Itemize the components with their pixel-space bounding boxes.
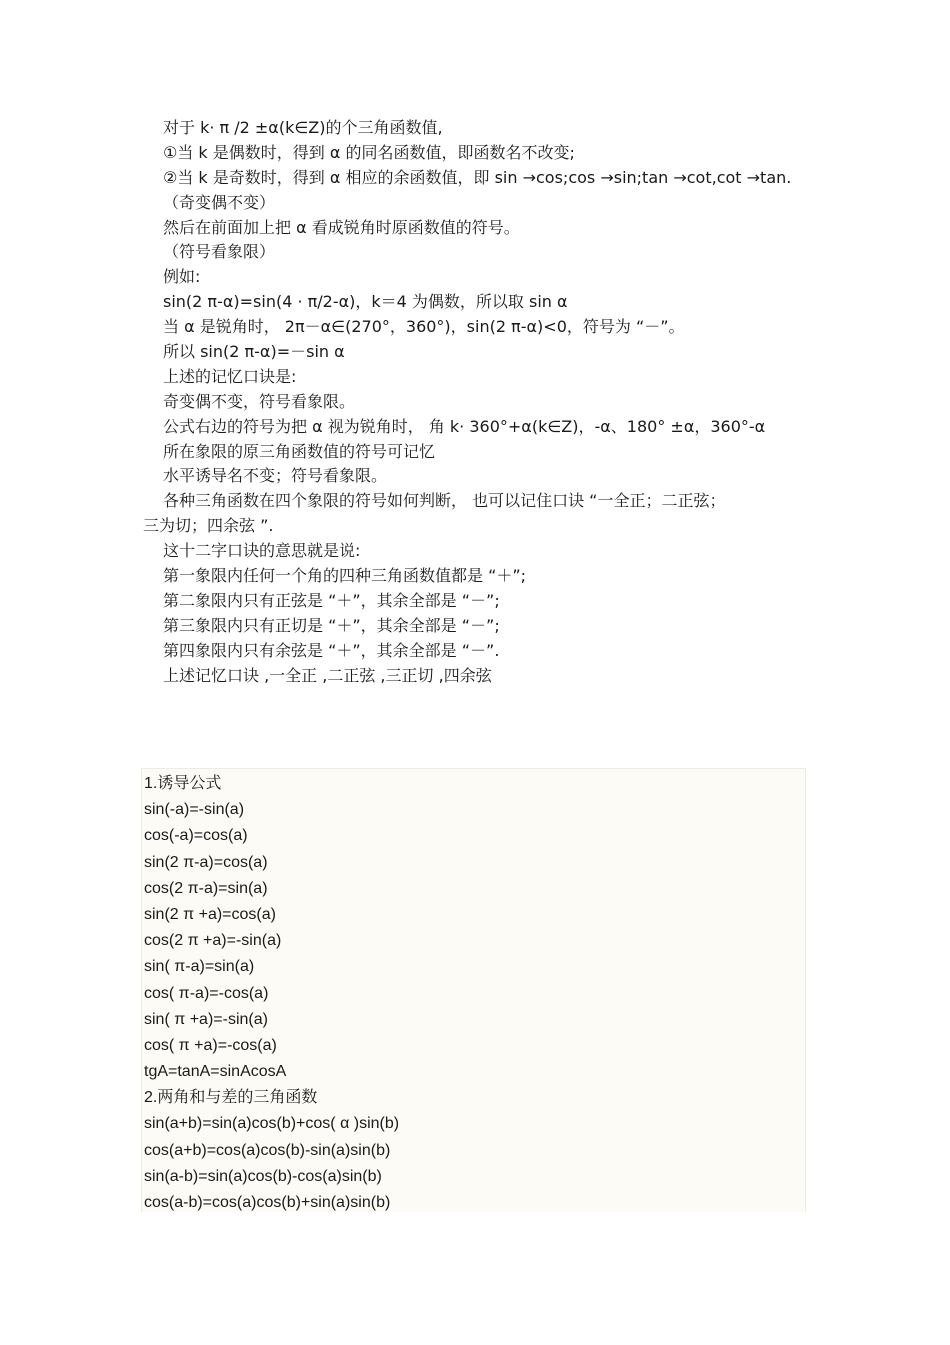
text-line: 各种三角函数在四个象限的符号如何判断， 也可以记住口诀 “一全正；二正弦；	[163, 491, 726, 511]
formula-line: sin(a-b)=sin(a)cos(b)-cos(a)sin(b)	[144, 1167, 382, 1185]
formula-box	[141, 768, 806, 1212]
formula-line: tgA=tanA=sinAcosA	[144, 1063, 287, 1081]
text-line: ②当 k 是奇数时，得到 α 相应的余函数值，即 sin →cos;cos →sin;tan →cot,cot →tan.	[163, 167, 792, 187]
formula-line: cos( π-a)=-cos(a)	[144, 984, 269, 1002]
text-line: （符号看象限）	[163, 242, 276, 262]
text-line: 第四象限内只有余弦是 “＋”，其余全部是 “－”.	[163, 640, 500, 660]
formula-line: cos(2 π-a)=sin(a)	[144, 879, 268, 897]
formula-line: cos( π +a)=-cos(a)	[144, 1036, 277, 1054]
formula-section-heading: 1.诱导公式	[144, 775, 222, 792]
text-line: ①当 k 是偶数时，得到 α 的同名函数值，即函数名不改变;	[163, 142, 575, 162]
text-line: 奇变偶不变，符号看象限。	[163, 391, 356, 411]
formula-line: cos(-a)=cos(a)	[144, 827, 248, 845]
text-line: 水平诱导名不变；符号看象限。	[163, 466, 388, 486]
formula-line: cos(a-b)=cos(a)cos(b)+sin(a)sin(b)	[144, 1194, 391, 1211]
text-line: （奇变偶不变）	[163, 192, 276, 212]
text-line: 上述记忆口诀 ,一全正 ,二正弦 ,三正切 ,四余弦	[163, 665, 492, 685]
text-line: 所以 sin(2 π-α)=－sin α	[163, 342, 345, 362]
text-line: 例如:	[163, 267, 201, 287]
formula-line: cos(a+b)=cos(a)cos(b)-sin(a)sin(b)	[144, 1141, 391, 1159]
text-line: 这十二字口诀的意思就是说:	[163, 541, 361, 561]
mnemonic-text-section	[143, 116, 903, 688]
formula-line: sin(a+b)=sin(a)cos(b)+cos( α )sin(b)	[144, 1115, 400, 1133]
text-line: sin(2 π-α)=sin(4 · π/2-α)，k＝4 为偶数，所以取 sin α	[163, 292, 568, 312]
formula-line: cos(2 π +a)=-sin(a)	[144, 932, 282, 950]
text-line: 上述的记忆口诀是:	[163, 366, 297, 386]
text-line: 公式右边的符号为把 α 视为锐角时， 角 k· 360°+α(k∈Z)，-α、180° ±α，360°-α	[163, 416, 766, 436]
text-line: 第三象限内只有正切是 “＋”，其余全部是 “－”;	[163, 615, 500, 635]
formula-line: sin( π-a)=sin(a)	[144, 958, 255, 976]
text-line: 三为切；四余弦 ”.	[143, 516, 274, 536]
text-line: 第一象限内任何一个角的四种三角函数值都是 “＋”;	[163, 566, 527, 586]
formula-line: sin(-a)=-sin(a)	[144, 801, 245, 819]
text-line: 第二象限内只有正弦是 “＋”，其余全部是 “－”;	[163, 590, 500, 610]
formula-line: sin(2 π-a)=cos(a)	[144, 853, 268, 871]
formula-line: sin( π +a)=-sin(a)	[144, 1010, 268, 1028]
formula-line: sin(2 π +a)=cos(a)	[144, 905, 276, 923]
text-line: 所在象限的原三角函数值的符号可记忆	[163, 441, 436, 461]
formula-section-heading: 2.两角和与差的三角函数	[144, 1089, 318, 1107]
text-line: 当 α 是锐角时， 2π－α∈(270°，360°)，sin(2 π-α)<0，符号为 “－”。	[163, 317, 685, 337]
text-line: 然后在前面加上把 α 看成锐角时原函数值的符号。	[163, 217, 520, 237]
text-line: 对于 k· π /2 ±α(k∈Z)的个三角函数值,	[163, 118, 443, 137]
